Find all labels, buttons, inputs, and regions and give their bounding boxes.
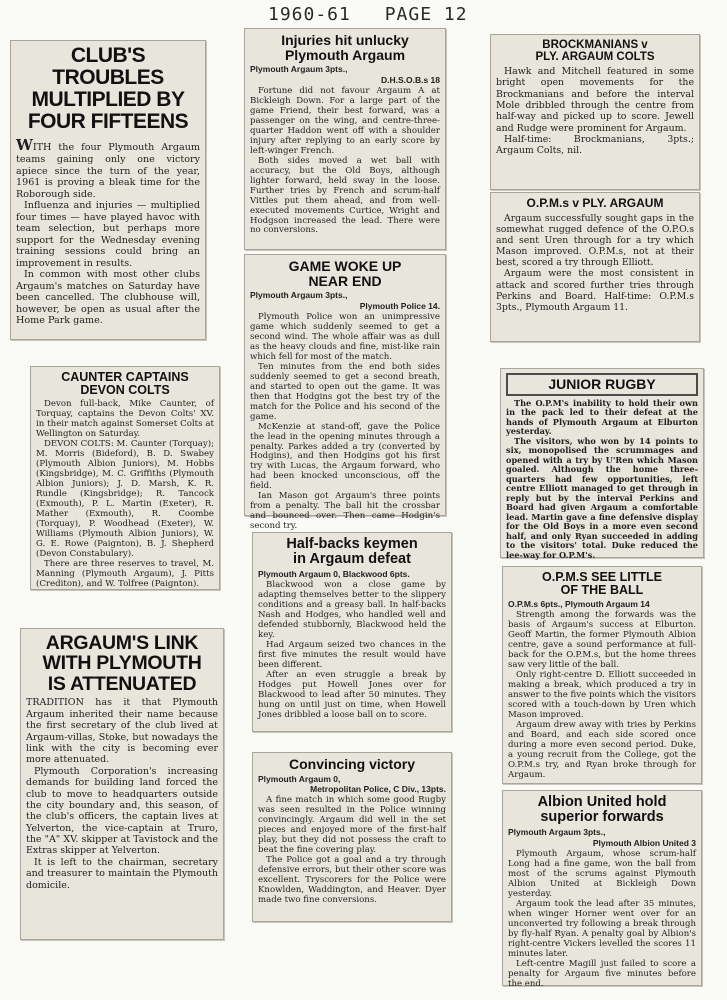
headline-line: PLY. ARGAUM COLTS — [535, 51, 655, 64]
score-line: Plymouth Argaum 3pts., — [250, 290, 348, 301]
clipping-half-backs-keymen — [252, 532, 452, 732]
paragraph: Had Argaum seized two chances in the first five minutes the result would have been different. — [258, 640, 446, 670]
clipping-brockmanians — [490, 34, 700, 190]
score-line: O.P.M.s 6pts., Plymouth Argaum 14 — [508, 599, 650, 610]
clipping-club-troubles — [10, 40, 206, 340]
paragraph: Argaum were the most consistent in attack and scored further tries through Perkins and Board. Half-time: O.P.M.s 3pts., Plymouth Argaum 11. — [496, 268, 694, 313]
clipping-opms-v-argaum — [490, 192, 700, 342]
clipping-caunter-captains — [30, 366, 220, 590]
season-label: 1960-61 — [268, 4, 351, 25]
clipping-opms-see-little — [502, 566, 702, 784]
paragraph: DEVON COLTS: M. Caunter (Torquay); M. Morris (Bideford), B. D. Swabey (Plymouth Albion Juniors), M. Hobbs (Kingsbridge), M. C. Griffiths (Plymouth Albion Juniors); J. D. Marsh, K. R. Rundle (Kingsbridge); R. Tancock (Exmouth), P. L. Martin (Exeter), R. Mather (Exmouth), R. Coombe (Torquay), P. Woodhead (Exeter), W. Williams (Plymouth Albion Juniors), W. G. E. Rowe (Paignton), B. J. Shepherd (Devon Constabulary). — [36, 439, 214, 559]
headline-line: WITH PLYMOUTH — [42, 652, 202, 675]
paragraph: Only right-centre D. Elliott succeeded in making a break, which produced a try in answer to the five points which the visitors scored with a touch-down by Uren which Mason improved. — [508, 669, 696, 720]
paragraph: Both sides moved a wet ball with accuracy, but the Old Boys, although lighter forward, held sway in the loose. Further tries by French and scrum-half Vittles put them ahead, and from well-executed movements Curtice, Wright and Hodgson increased the lead. There were no conversions. — [250, 155, 440, 236]
score-line: Plymouth Albion United 3 — [592, 838, 696, 849]
paragraph: Argaum successfully sought gaps in the somewhat rugged defence of the O.P.O.s and sent Uren through for a try which Mason improved. O.P.M.s, not at their best, scored a try through Elliott. — [496, 212, 694, 269]
headline-line: MULTIPLIED BY — [31, 88, 185, 112]
headline-line: CAUNTER CAPTAINS — [61, 370, 189, 384]
headline-box — [506, 373, 698, 396]
headline-line: JUNIOR RUGBY — [548, 376, 656, 392]
headline — [250, 259, 440, 288]
paragraph: The O.P.M's inability to hold their own in the pack led to their defeat at the hands of Plymouth Argaum at Elburton yesterday. — [506, 397, 698, 437]
score-line: Plymouth Argaum 0, — [258, 773, 341, 784]
score-line: Plymouth Argaum 3pts., — [508, 827, 606, 838]
headline-line: Albion United hold — [537, 794, 667, 810]
headline — [258, 757, 446, 772]
headline-line: in Argaum defeat — [293, 551, 411, 568]
page-number: PAGE 12 — [384, 4, 468, 25]
paragraph: Ian Mason got Argaum's three points from a penalty. The ball hit the crossbar and bounced over. Then came Hodgin's second try. — [250, 491, 440, 532]
score-line: Plymouth Police 14. — [359, 301, 440, 312]
paragraph: Half-time: Brockmanians, 3pts.; Argaum Colts, nil. — [496, 133, 694, 157]
paragraph: The visitors, who won by 14 points to six, monopolised the scrummages and opened with a try by U'Ren which Mason goaled. Although the home three-quarters had few opportunities, left centre Elliott managed to get through in reply but by the interval Perkins and Board had given Argaum a comfortable lead. Martin gave a fine defensive display for the Old Boys in a more even second half, and only Ryan succeeded in adding to the visitors' total. Duke reduced the lee-way for O.P.M's. — [506, 435, 698, 560]
paragraph: WITH the four Plymouth Argaum teams gaining only one victory apiece since the turn of the year, 1961 is proving a bleak time for the Roborough side. — [16, 136, 200, 200]
paragraph: Plymouth Corporation's increasing demands for building land forced the club to move to headquarters outside the city boundary and, this season, of the club's officers, the captain lives at Yelverton, the vice-captain at Truro, the "A" XV. skipper at Tavistock and the Extras skipper at Yelverton. — [26, 765, 218, 857]
page-header — [268, 4, 490, 25]
headline — [496, 39, 694, 63]
paragraph: Left-centre Magill just failed to score a penalty for Argaum five minutes before the end. — [508, 958, 696, 989]
score-line: Plymouth Argaum 3pts., — [250, 64, 348, 75]
headline — [250, 33, 440, 62]
paragraph: There are three reserves to travel, M. Manning (Plymouth Argaum), J. Pitts (Crediton), and W. Tolfree (Paignton). — [36, 558, 214, 589]
headline-line: CLUB'S TROUBLES — [52, 44, 164, 90]
score-line: Metropolitan Police, C Div., 13pts. — [310, 784, 446, 795]
headline-line: Convincing victory — [288, 756, 416, 772]
paragraph: Argaum drew away with tries by Perkins and Board, and each side scored once during a more even second period. Duke, a young recruit from the College, got the O.P.M.s try, and Ryan broke through for Argaum. — [508, 719, 696, 780]
headline-line: IS ATTENUATED — [47, 672, 197, 695]
headline — [508, 571, 696, 597]
paragraph: Argaum took the lead after 35 minutes, when winger Horner went over for an unconverted try following a break through by fly-half Ryan. A penalty goal by Albion's right-centre Vickers levelled the scores 11 minutes later. — [508, 898, 696, 959]
headline — [16, 45, 200, 133]
score-line: Plymouth Argaum 0, Blackwood 6pts. — [258, 569, 410, 580]
headline-line: Half-backs keymen — [286, 536, 418, 552]
headline — [258, 537, 446, 567]
paragraph: Fortune did not favour Argaum A at Bickleigh Down. For a large part of the game Friend, their best forward, was a passenger on the wing, and centre-three-quarter Haddon went off with a shoulder injury after replying to an early score by left-winger French. — [250, 85, 440, 156]
paragraph: Strength among the forwards was the basis of Argaum's success at Elburton. Geoff Martin, the former Plymouth Albion centre, gave a sound performance at full-back for the O.P.M.s, but the home threes saw very little of the ball. — [508, 610, 696, 670]
clipping-albion-united — [502, 790, 702, 989]
paragraph: Plymouth Police won an unimpressive game which suddenly seemed to get a second wind. The whole affair was as dull as the heavy clouds and fine, mist-like rain which fell for most of the match. — [250, 311, 440, 362]
clipping-junior-rugby — [500, 368, 704, 558]
headline-line: O.P.M.S SEE LITTLE — [542, 570, 662, 584]
paragraph: The Police got a goal and a try through defensive errors, but their other score was excellent. Tryscorers for the Police were Knowlden, Waddington, and Heaver. Dyer made two fine conversions. — [258, 855, 446, 905]
paragraph: Plymouth Argaum, whose scrum-half Long had a fine game, won the ball from most of the scrums against Plymouth Albion United at Bickleigh Down yesterday. — [508, 848, 696, 899]
clipping-argaums-link — [20, 628, 224, 940]
paragraph: After an even struggle a break by Hodges put Howell Jones over for Blackwood to lead after 50 minutes. They hung on until just on time, when Howell Jones dribbled a loose ball on to score. — [258, 669, 446, 720]
headline-line: FOUR FIFTEENS — [27, 110, 189, 134]
score-line: D.H.S.O.B.s 18 — [380, 75, 440, 86]
paragraph: TRADITION has it that Plymouth Argaum inherited their name because the first secretary of the club lived at Argaum-villas, Stoke, but nowadays the link with the city is becoming ever more attenuated. — [26, 697, 218, 766]
headline-line: GAME WOKE UP — [288, 258, 402, 274]
headline-line: OF THE BALL — [560, 583, 644, 598]
paragraph: Devon full-back, Mike Caunter, of Torquay, captains the Devon Colts' XV. in their match against Somerset Colts at Wellington on Saturday. — [36, 399, 214, 440]
headline — [508, 795, 696, 825]
clipping-injuries-hit — [244, 28, 446, 250]
headline-line: DEVON COLTS — [80, 383, 170, 398]
paragraph: Ten minutes from the end both sides suddenly seemed to get a second breath, and started to open out the game. It was then that Hodgins got the best try of the match for the Police and his second of the game. — [250, 361, 440, 422]
paragraph: Influenza and injuries — multiplied four times — have played havoc with team selection, but perhaps more support for the Wednesday evening training sessions could bring an improvement in results. — [16, 200, 200, 269]
headline-line: Injuries hit unlucky — [281, 32, 409, 48]
headline-line: superior forwards — [540, 809, 664, 826]
headline-line: O.P.M.s v PLY. ARGAUM — [526, 196, 664, 210]
headline-line: BROCKMANIANS v — [542, 39, 648, 51]
paragraph: In common with most other clubs Argaum's matches on Saturday have been cancelled. The clubhouse will, however, be open as usual after the Home Park game. — [16, 269, 200, 327]
clipping-game-woke-up — [244, 254, 446, 532]
headline — [508, 377, 696, 392]
headline — [26, 633, 218, 694]
paragraph: Blackwood won a close game by adapting themselves better to the slippery conditions and a greasy ball. In half-backs Nash and Hodges, who handled well and defended stubbornly, Blackwood held the key. — [258, 580, 446, 641]
headline — [36, 371, 214, 397]
paragraph: A fine match in which some good Rugby was seen resulted in the Police winning convincingly. Argaum did well in the set pieces and enjoyed more of the first-half play, but they did not possess the craft to beat the fine covering play. — [258, 795, 446, 856]
headline — [496, 197, 694, 210]
paragraph: Hawk and Mitchell featured in some bright open movements for the Brockmanians and before the interval Mole dribbled through the centre from half-way and picked up to score. Jewell and Rudge were prominent for Argaum. — [496, 66, 694, 134]
paragraph: It is left to the chairman, secretary and treasurer to maintain the Plymouth domicile. — [26, 856, 218, 891]
headline-line: ARGAUM'S LINK — [45, 632, 199, 654]
clipping-convincing-victory — [252, 752, 452, 922]
headline-line: Plymouth Argaum — [284, 46, 406, 63]
headline-line: NEAR END — [308, 272, 382, 289]
paragraph: McKenzie at stand-off, gave the Police the lead in the opening minutes through a penalty. Parkes added a try (converted by Hodgins), and then Hodgins got his first try with Lucas, the Argaum forward, who had been knocked unconscious, off the field. — [250, 421, 440, 492]
